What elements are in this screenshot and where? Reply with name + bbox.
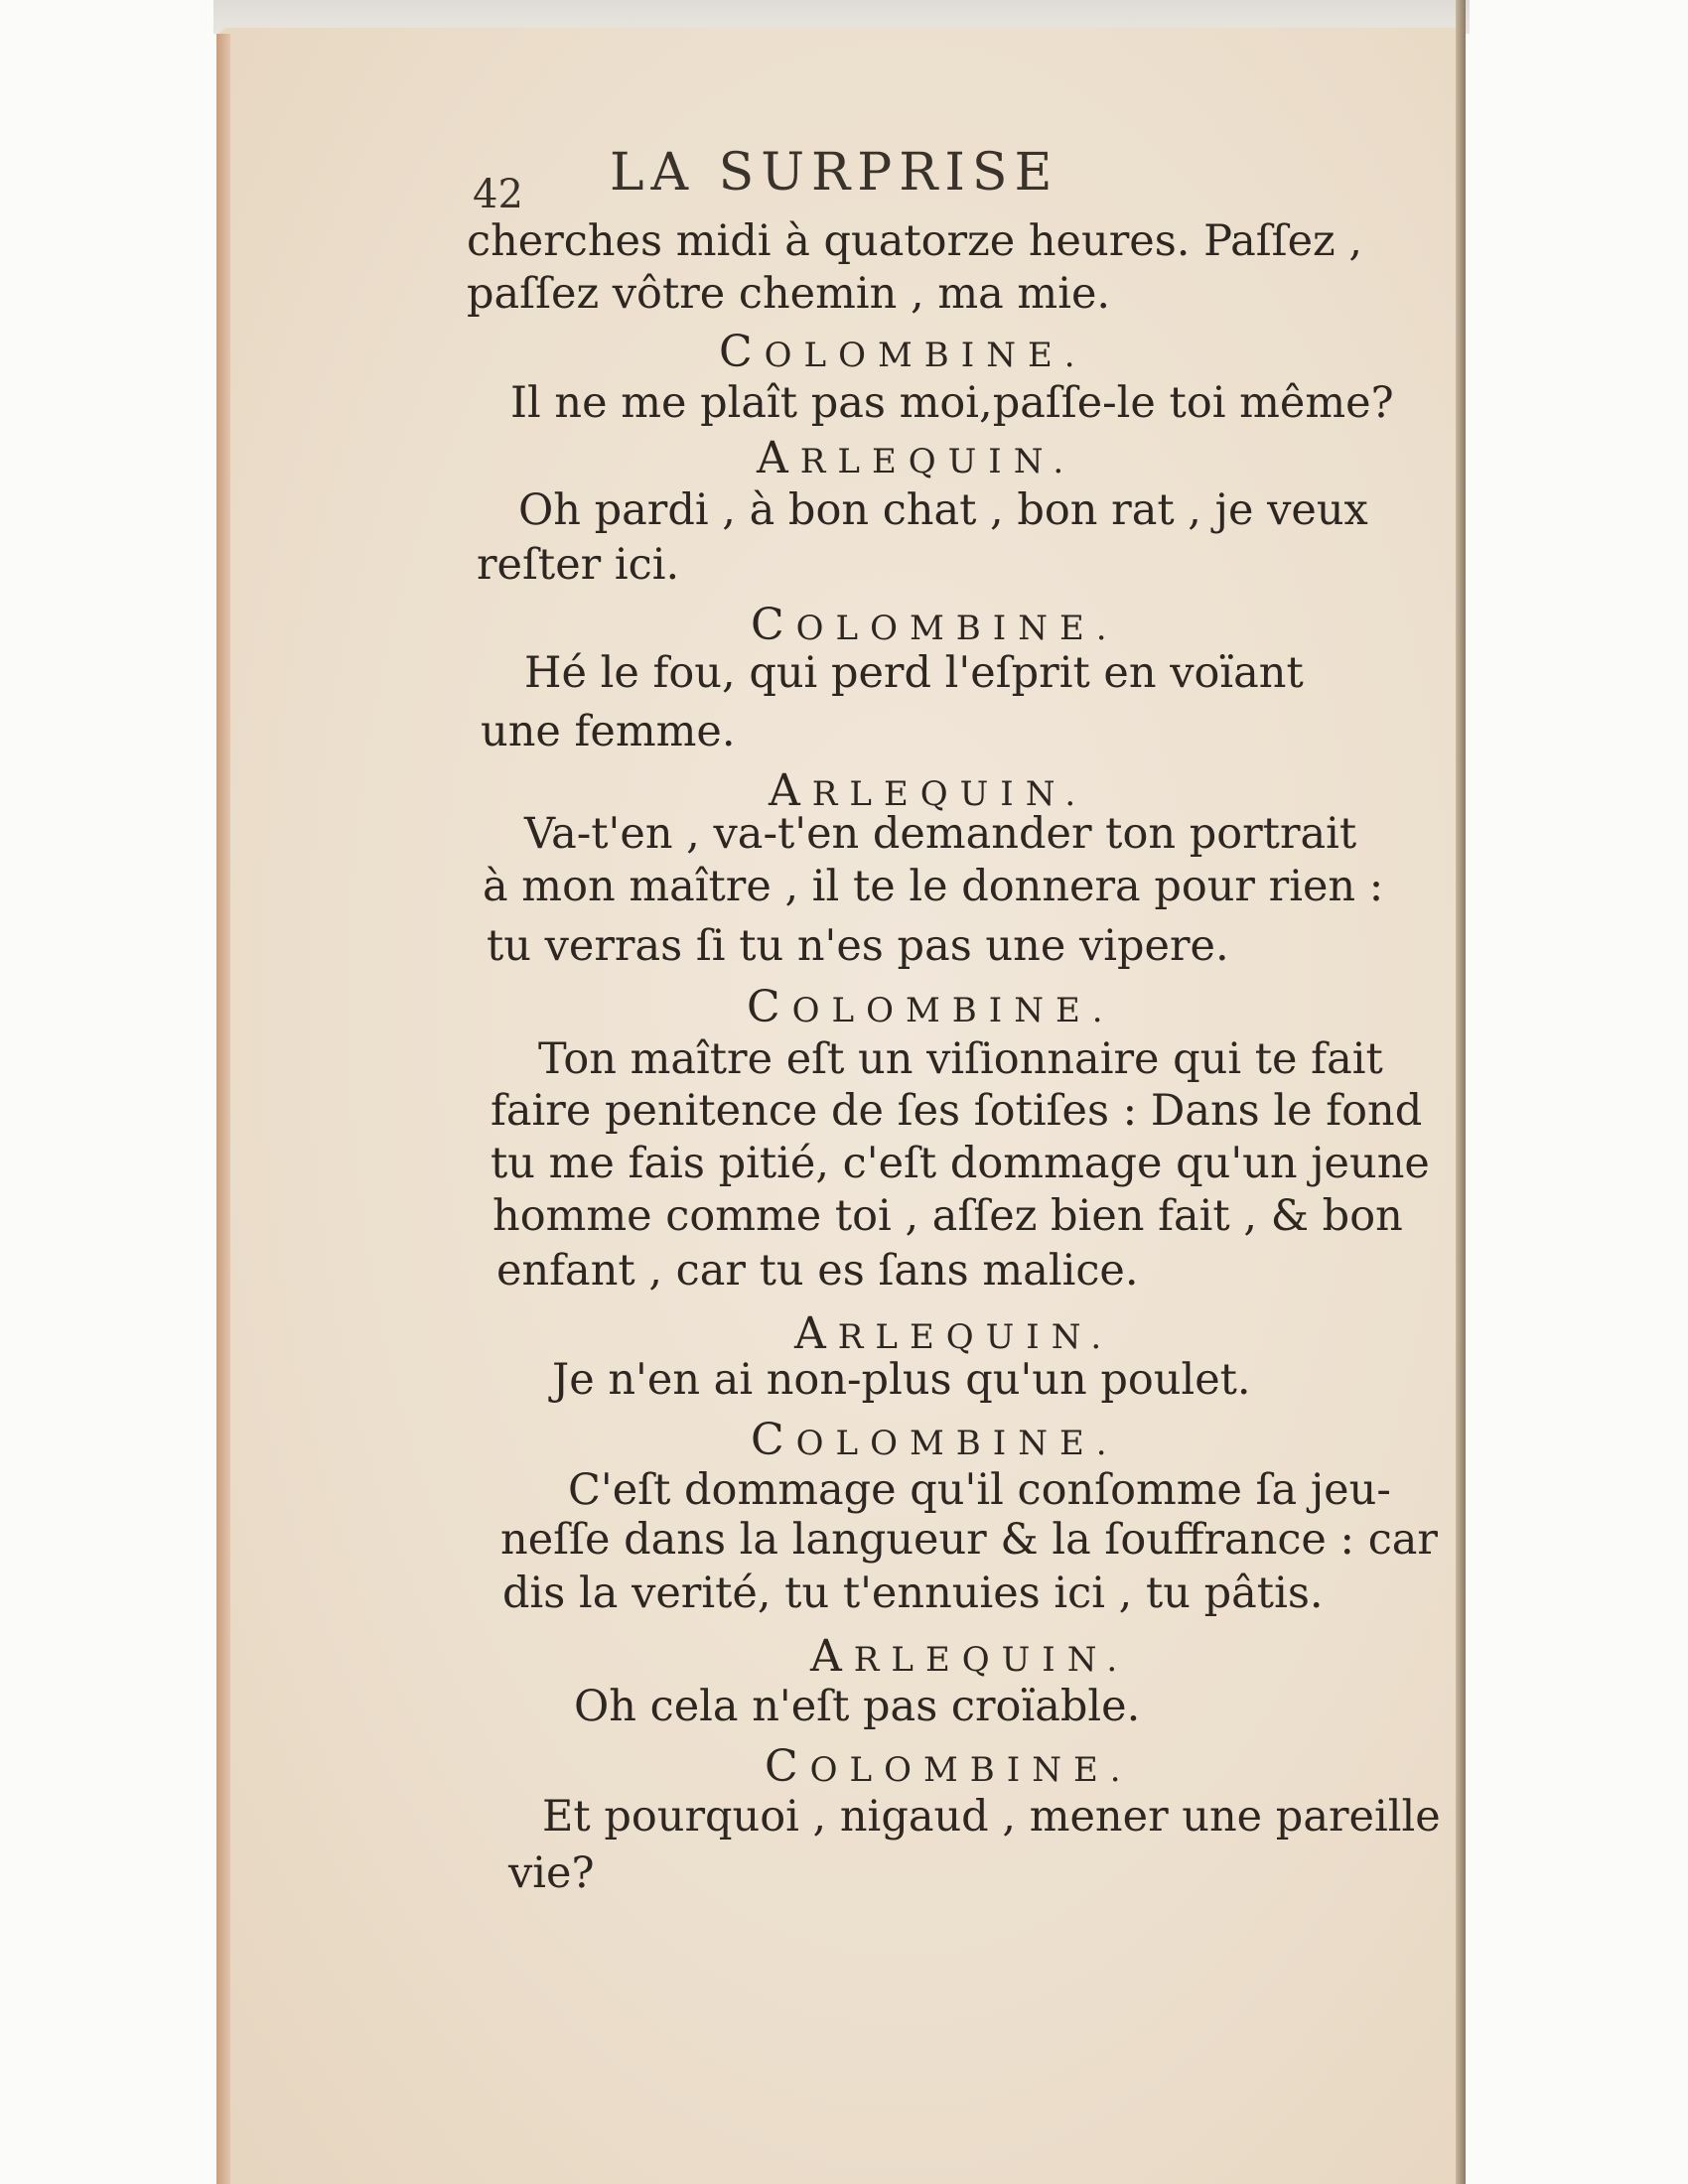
speaker-initial: A [757,433,800,483]
speaker-colombine [765,1741,1133,1792]
speaker-colombine [747,982,1115,1032]
speaker-rest: RLEQUIN. [799,442,1076,481]
text-line: neſſe dans la langueur & la ſouffrance : car [500,1515,1438,1565]
speaker-rest: RLEQUIN. [811,774,1088,814]
speaker-rest: OLOMBINE. [795,609,1119,648]
speaker-rest: OLOMBINE. [791,991,1115,1030]
speaker-arlequin [810,1631,1130,1682]
text-line: dis la verité, tu t'ennuies ici , tu pâtis. [502,1569,1324,1618]
text-line: paſſez vôtre chemin , ma mie. [467,269,1111,319]
speaker-arlequin [794,1308,1114,1359]
text-line: Il ne me plaît pas moi,paſſe-le toi même? [510,378,1394,428]
speaker-arlequin [769,765,1088,816]
page-edge-right [1456,0,1466,2184]
text-line: Je n'en ai non-plus qu'un poulet. [552,1355,1251,1405]
text-line: reſter ici. [477,540,680,590]
text-line: Ton maître eſt un viſionnaire qui te fait [538,1034,1383,1084]
text-line: Oh pardi , à bon chat , bon rat , je veux [518,485,1368,535]
text-line: cherches midi à quatorze heures. Paſſez , [467,216,1363,266]
text-line: tu verras ſi tu n'es pas une vipere. [487,921,1229,971]
speaker-colombine [719,327,1087,377]
speaker-initial: A [810,1631,854,1682]
page-number: 42 [473,172,523,217]
text-line: vie? [508,1848,595,1898]
speaker-rest: OLOMBINE. [795,1424,1119,1463]
text-line: Hé le fou, qui perd l'eſprit en voïant [524,648,1304,698]
speaker-initial: A [769,765,812,816]
speaker-arlequin [757,433,1076,483]
text-line: Va-t'en , va-t'en demander ton portrait [524,809,1357,859]
speaker-colombine [751,600,1119,650]
text-line: C'eſt dommage qu'il conſomme ſa jeu- [568,1465,1391,1515]
text-line: une femme. [481,707,736,756]
text-line: tu me fais pitié, c'eſt dommage qu'un jeune [491,1139,1430,1188]
speaker-rest: OLOMBINE. [764,336,1087,375]
speaker-initial: C [751,600,796,650]
speaker-initial: A [794,1308,838,1359]
speaker-rest: RLEQUIN. [853,1640,1130,1680]
speaker-colombine [751,1415,1119,1465]
speaker-initial: C [751,1415,796,1465]
speaker-rest: OLOMBINE. [809,1750,1133,1790]
speaker-rest: RLEQUIN. [837,1317,1114,1357]
page-edge-left [216,34,230,2184]
speaker-initial: C [719,327,765,377]
text-line: à mon maître , il te le donnera pour rien : [483,862,1384,911]
running-title: LA SURPRISE [610,143,1059,203]
text-line: enfant , car tu es ſans malice. [496,1246,1139,1296]
speaker-initial: C [747,982,792,1032]
text-line: homme comme toi , aſſez bien fait , & bon [492,1191,1403,1241]
text-line: Et pourquoi , nigaud , mener une pareille [542,1792,1441,1842]
text-line: Oh cela n'eſt pas croïable. [574,1682,1141,1731]
text-line: faire penitence de ſes ſotiſes : Dans le fond [491,1086,1423,1136]
speaker-initial: C [765,1741,810,1792]
